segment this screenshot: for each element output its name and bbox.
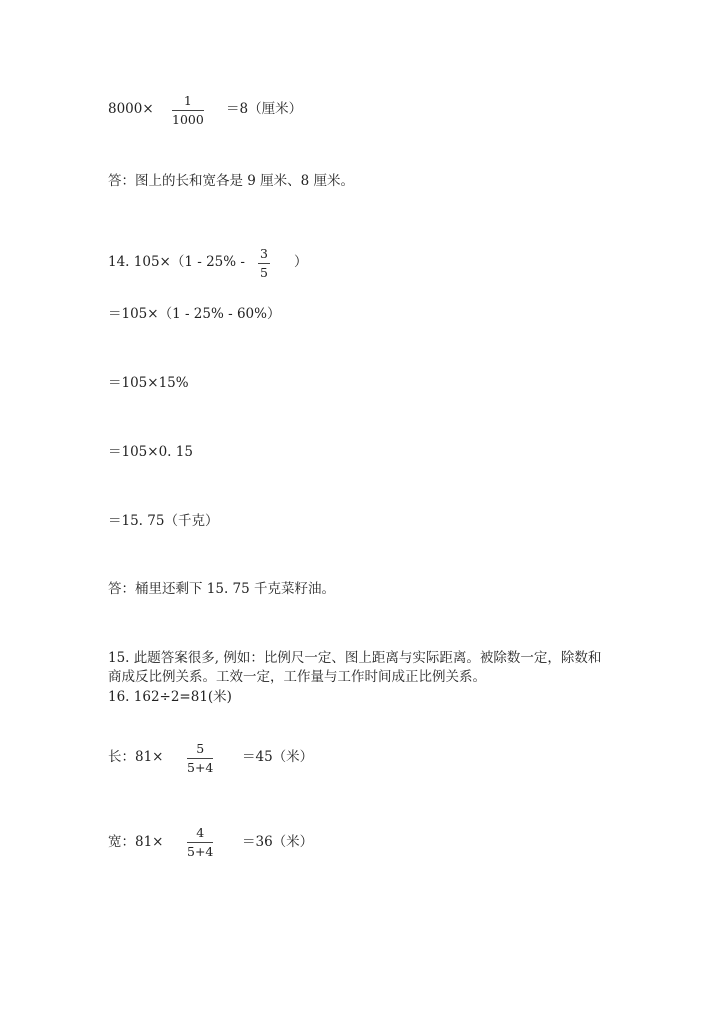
q14-step-2: ＝105×15%: [108, 375, 189, 391]
q14-expression-left: 14. 105×（1 - 25% -: [108, 254, 245, 270]
answer-13: 答：图上的长和宽各是 9 厘米、8 厘米。: [108, 173, 355, 189]
fraction-numerator: 1: [183, 93, 192, 108]
answer-14: 答：桶里还剩下 15. 75 千克菜籽油。: [108, 581, 336, 597]
fraction-denominator: 5+4: [187, 844, 214, 859]
fraction-5-over-5plus4: [187, 742, 213, 775]
fraction-numerator: 5: [196, 741, 205, 756]
q14-step-4: ＝15. 75（千克）: [108, 513, 219, 529]
fraction-denominator: 5+4: [187, 760, 214, 775]
q16-text: 16. 162÷2=81(米): [108, 689, 232, 705]
q14-step-1: ＝105×（1 - 25% - 60%）: [108, 306, 281, 322]
fraction-numerator: 3: [260, 246, 268, 261]
fraction-1-over-1000: [172, 94, 204, 127]
length-expression-left: 长：81×: [108, 749, 164, 765]
q14-step-3: ＝105×0. 15: [108, 444, 193, 460]
equation-scale-left: 8000×: [108, 101, 154, 117]
q14-expression-right: ）: [294, 254, 308, 270]
fraction-3-over-5: [258, 247, 270, 280]
width-expression-left: 宽：81×: [108, 834, 164, 850]
length-expression-right: ＝45（米）: [242, 749, 314, 765]
equation-scale-right: ＝8（厘米）: [226, 101, 303, 117]
width-expression-right: ＝36（米）: [242, 834, 314, 850]
fraction-denominator: 5: [260, 265, 268, 280]
fraction-numerator: 4: [196, 825, 205, 840]
fraction-4-over-5plus4: [187, 826, 213, 859]
q15-text: 15. 此题答案很多, 例如：比例尺一定、图上距离与实际距离。被除数一定，除数和商成反比例关系。工效一定，工作量与工作时间成正比例关系。: [108, 650, 602, 685]
fraction-denominator: 1000: [172, 112, 204, 127]
